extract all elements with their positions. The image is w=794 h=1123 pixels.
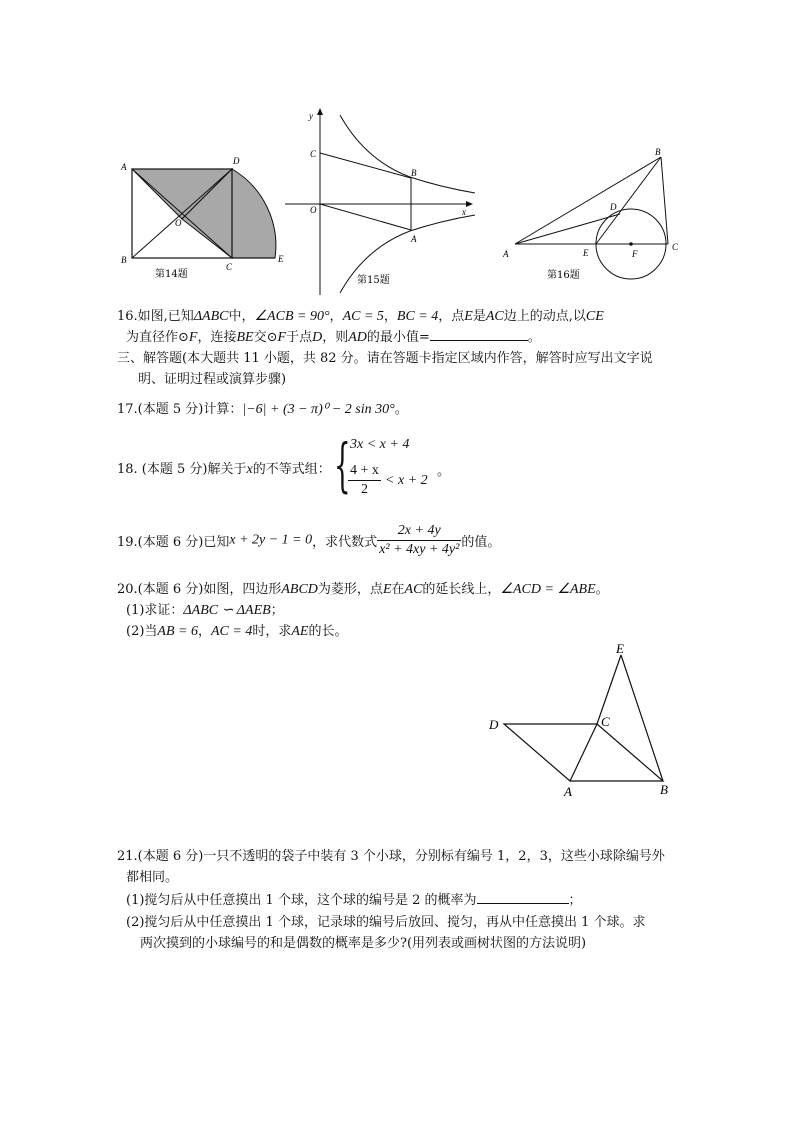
q16-condition: AC = 5 [342, 309, 384, 324]
segment-ad [515, 214, 620, 244]
q16-text: ，点 [438, 309, 465, 324]
q16-condition: ∠ACB = 90° [254, 309, 330, 324]
q20-text: 时，求 [252, 624, 292, 639]
q17-expression: |−6| + (3 − π)⁰ − 2 sin 30° [242, 402, 395, 417]
q18-prefix [117, 458, 331, 478]
label-o: O [310, 205, 317, 215]
q16-line-2 [126, 326, 541, 346]
q20-segment: AE [291, 624, 309, 639]
q20-angles: ∠ACD = ∠ABE [500, 582, 596, 597]
figure-14-caption: 第14题 [155, 269, 188, 280]
q16-circle: F [277, 330, 287, 345]
q18-brace: { [334, 431, 351, 499]
q20-sub-2 [126, 620, 347, 640]
label-c: C [310, 149, 317, 159]
q21-sub-1-end: ； [568, 893, 582, 908]
q16-text: 是 [472, 309, 486, 324]
label-d: D [233, 156, 240, 166]
q16-triangle: ΔABC [193, 309, 229, 324]
q20-segment: AC [404, 582, 423, 597]
line-cb [320, 153, 411, 178]
q16-text: ， [383, 309, 397, 324]
q16-point: E [464, 309, 473, 324]
q18-denominator: 2 [360, 482, 368, 497]
label-a: A [121, 162, 127, 172]
q20-text: ， [197, 624, 211, 639]
q21-line-1: 21.(本题 6 分)一只不透明的袋子中装有 3 个小球，分别标有编号 1，2，3，这些小球除编号外 [117, 849, 665, 864]
label-e: E [278, 254, 284, 264]
label-a: A [564, 784, 572, 799]
label-b: B [411, 168, 417, 178]
q19-denominator: x² + 4xy + 4y² [379, 542, 460, 557]
q20-quad: ABCD [281, 582, 318, 597]
q19-condition: x + 2y − 1 = 0 [229, 532, 313, 548]
q20-text: 在 [391, 582, 405, 597]
label-a: A [411, 234, 417, 244]
x-axis-arrow [466, 201, 473, 207]
q16-segment: AD [348, 330, 367, 345]
q16-text: ，连接 [197, 330, 237, 345]
q21-sub-1-text: (1)搅匀后从中任意摸出 1 个球，这个球的编号是 2 的概率为 [126, 893, 477, 908]
figure-20 [485, 638, 685, 803]
label-b: B [660, 782, 668, 797]
q20-line-1 [117, 578, 609, 598]
q16-text: ，则 [322, 330, 349, 345]
figure-16-caption: 第16题 [547, 270, 580, 281]
section-3-heading: 三、解答题(本大题共 11 小题，共 82 分。请在答题卡指定区域内作答，解答时应写出文字说 [117, 351, 653, 366]
label-c: C [672, 242, 679, 252]
q18-numerator: 4 + x [348, 462, 381, 481]
q20-text: 20.(本题 6 分)如图，四边形 [117, 582, 282, 597]
label-d: D [610, 202, 617, 212]
q16-text: 16.如图,已知 [117, 309, 194, 324]
y-axis-arrow [317, 108, 323, 115]
q20-text: 。 [595, 582, 609, 597]
label-b: B [655, 147, 661, 157]
q18-text: 的不等式组： [252, 462, 331, 477]
figure-16 [495, 140, 690, 285]
segment-eb [596, 157, 661, 244]
q18-rhs: < x + 2 [385, 473, 428, 488]
figure-15-caption: 第15题 [357, 275, 390, 286]
figure-14 [115, 150, 295, 285]
q20-similarity: ΔABC ∽ ΔAEB [183, 603, 271, 618]
segment-bc [661, 157, 668, 244]
q20-text: 为菱形，点 [317, 582, 383, 597]
q16-text: 。 [527, 330, 541, 345]
label-c: C [226, 262, 233, 272]
q18-end: 。 [437, 464, 451, 479]
q21-sub-1 [126, 889, 582, 908]
q17-prefix: 17.(本题 5 分)计算： [117, 402, 243, 417]
q16-line-1 [117, 305, 604, 325]
q21-sub-2: (2)搅匀后从中任意摸出 1 个球，记录球的编号后放回、搅匀，再从中任意摸出 1 个球。求 [126, 915, 646, 930]
q18-inequality-1: 3x < x + 4 [350, 437, 410, 452]
q21-answer-blank[interactable] [477, 903, 569, 904]
center-f-dot [629, 242, 633, 246]
q16-circle: F [188, 330, 198, 345]
label-x: x [462, 207, 466, 217]
q21-line-2: 都相同。 [126, 870, 179, 885]
q18-var: x [246, 462, 253, 477]
q20-text: (1)求证： [126, 603, 184, 618]
label-o: O [175, 218, 182, 228]
label-d: D [489, 717, 499, 732]
figure-15 [285, 105, 485, 300]
label-b: B [121, 255, 127, 265]
q21-sub-2-cont: 两次摸到的小球编号的和是偶数的概率是多少?(用列表或画树状图的方法说明) [140, 936, 587, 951]
diagonal-ac [570, 724, 597, 781]
q18-fraction [348, 462, 381, 499]
q16-text: 边上的动点,以 [503, 309, 586, 324]
q16-text: ， [329, 309, 343, 324]
q19 [117, 522, 500, 559]
q16-condition: BC = 4 [396, 309, 439, 324]
q19-fraction [377, 522, 461, 559]
q19-text: 的值。 [461, 535, 501, 550]
q19-text: 19.(本题 6 分)已知 [117, 535, 230, 550]
q16-text: 交⊙ [253, 330, 278, 345]
label-c: C [601, 714, 610, 729]
q17-end: 。 [394, 402, 408, 417]
q16-text: 中， [228, 309, 255, 324]
q20-condition: AC = 4 [211, 624, 253, 639]
label-e: E [583, 248, 589, 258]
q20-point: E [382, 582, 392, 597]
label-a: A [503, 249, 509, 259]
q16-point: D [312, 330, 323, 345]
q16-segment: BE [236, 330, 254, 345]
q20-text: (2)当 [126, 624, 158, 639]
q20-sub-1 [126, 599, 284, 619]
shaded-sector [232, 169, 276, 258]
section-3-heading-cont: 明、证明过程或演算步骤) [138, 372, 287, 387]
label-f: F [632, 249, 638, 259]
q16-text: 的最小值= [366, 330, 430, 345]
label-e: E [616, 641, 624, 656]
q16-text: 于点 [286, 330, 313, 345]
q18-inequality-2 [348, 462, 428, 499]
hyperbola-upper [340, 115, 475, 193]
label-y: y [309, 111, 313, 121]
q16-text: 为直径作⊙ [126, 330, 189, 345]
q17 [117, 398, 408, 418]
q16-segment: AC [485, 309, 504, 324]
q16-answer-blank[interactable] [430, 340, 528, 341]
q19-numerator: 2x + 4y [377, 522, 461, 541]
q20-text: ； [270, 603, 284, 618]
q16-segment: CE [585, 309, 604, 324]
line-oa [320, 204, 411, 230]
q20-text: 的延长线上， [422, 582, 501, 597]
segment-ab [515, 157, 661, 244]
q20-condition: AB = 6 [157, 624, 198, 639]
q19-text: ，求代数式 [312, 535, 378, 550]
q18-text: 18. (本题 5 分)解关于 [117, 462, 247, 477]
q20-text: 的长。 [308, 624, 348, 639]
